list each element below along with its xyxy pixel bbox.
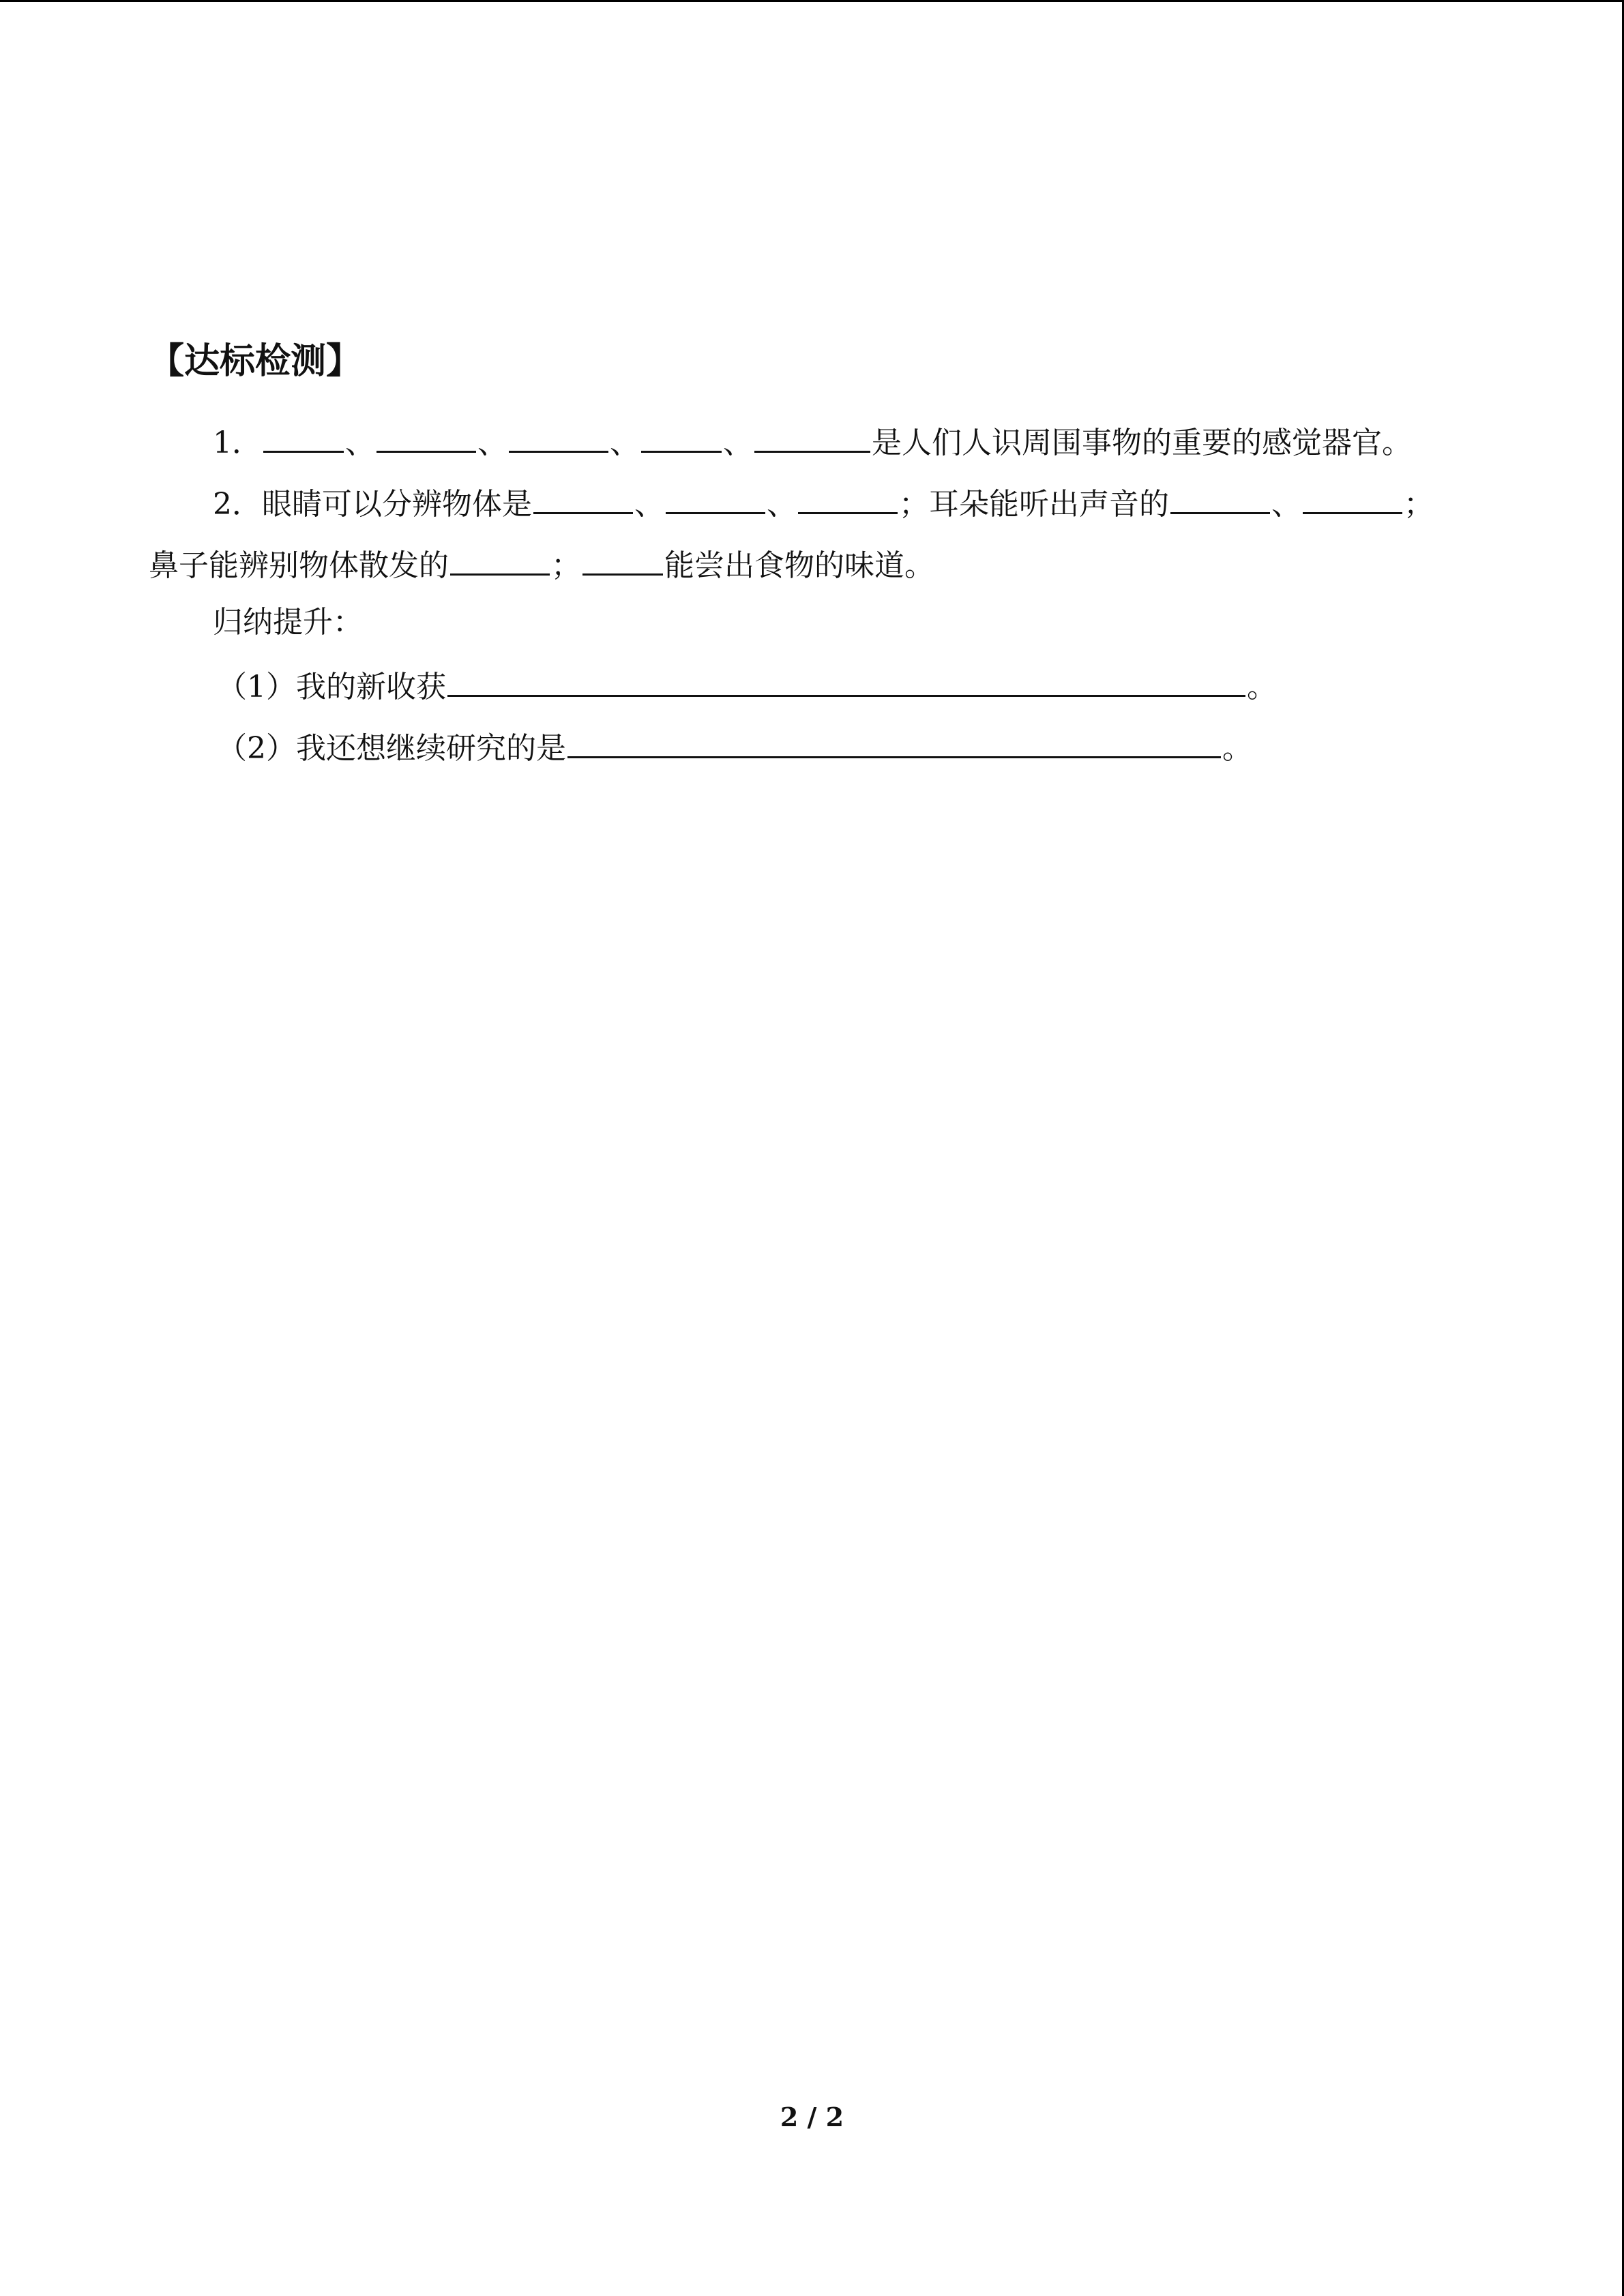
separator: 、 bbox=[1271, 487, 1301, 522]
fill-blank[interactable] bbox=[798, 481, 898, 514]
summary-item-1-end: 。 bbox=[1247, 670, 1277, 704]
fill-blank[interactable] bbox=[1170, 481, 1270, 514]
summary-item-2-label: （2）我还想继续研究的是 bbox=[217, 731, 566, 766]
question-2-tail: 能尝出食物的味道。 bbox=[664, 548, 934, 583]
separator: 、 bbox=[345, 426, 375, 460]
page-number: 2 / 2 bbox=[780, 2102, 844, 2132]
separator: 、 bbox=[767, 487, 797, 522]
fill-blank[interactable] bbox=[754, 419, 870, 453]
summary-heading: 归纳提升： bbox=[213, 605, 363, 640]
separator: ； bbox=[1404, 487, 1434, 522]
question-2-line-2-lead: 鼻子能辨别物体散发的 bbox=[149, 548, 449, 583]
fill-blank[interactable] bbox=[641, 419, 722, 453]
question-1-text: 是人们人识周围事物的重要的感觉器官。 bbox=[872, 426, 1412, 460]
separator: 、 bbox=[610, 426, 640, 460]
fill-blank[interactable] bbox=[533, 481, 633, 514]
question-1 bbox=[213, 419, 1412, 460]
fill-blank[interactable] bbox=[377, 419, 476, 453]
section-title: 【达标检测】 bbox=[149, 340, 362, 382]
question-2-line-2 bbox=[149, 542, 934, 583]
fill-blank[interactable] bbox=[567, 725, 1221, 758]
question-2-number: 2． bbox=[213, 487, 262, 522]
question-2-mid: ；耳朵能听出声音的 bbox=[899, 487, 1169, 522]
separator: 、 bbox=[477, 426, 507, 460]
separator: ； bbox=[551, 548, 581, 583]
fill-blank[interactable] bbox=[263, 419, 344, 453]
question-2-line-1 bbox=[213, 481, 1434, 522]
separator: 、 bbox=[723, 426, 753, 460]
question-2-lead: 眼睛可以分辨物体是 bbox=[262, 487, 532, 522]
question-1-number: 1． bbox=[213, 426, 262, 460]
fill-blank[interactable] bbox=[666, 481, 765, 514]
fill-blank[interactable] bbox=[450, 542, 550, 576]
fill-blank[interactable] bbox=[447, 664, 1245, 697]
fill-blank[interactable] bbox=[509, 419, 608, 453]
fill-blank[interactable] bbox=[582, 542, 663, 576]
separator: 、 bbox=[634, 487, 664, 522]
summary-item-2 bbox=[217, 725, 1252, 766]
page-border-top bbox=[0, 0, 1624, 2]
summary-item-2-end: 。 bbox=[1222, 731, 1252, 766]
summary-item-1-label: （1）我的新收获 bbox=[217, 670, 446, 704]
summary-item-1 bbox=[217, 664, 1277, 704]
fill-blank[interactable] bbox=[1303, 481, 1402, 514]
